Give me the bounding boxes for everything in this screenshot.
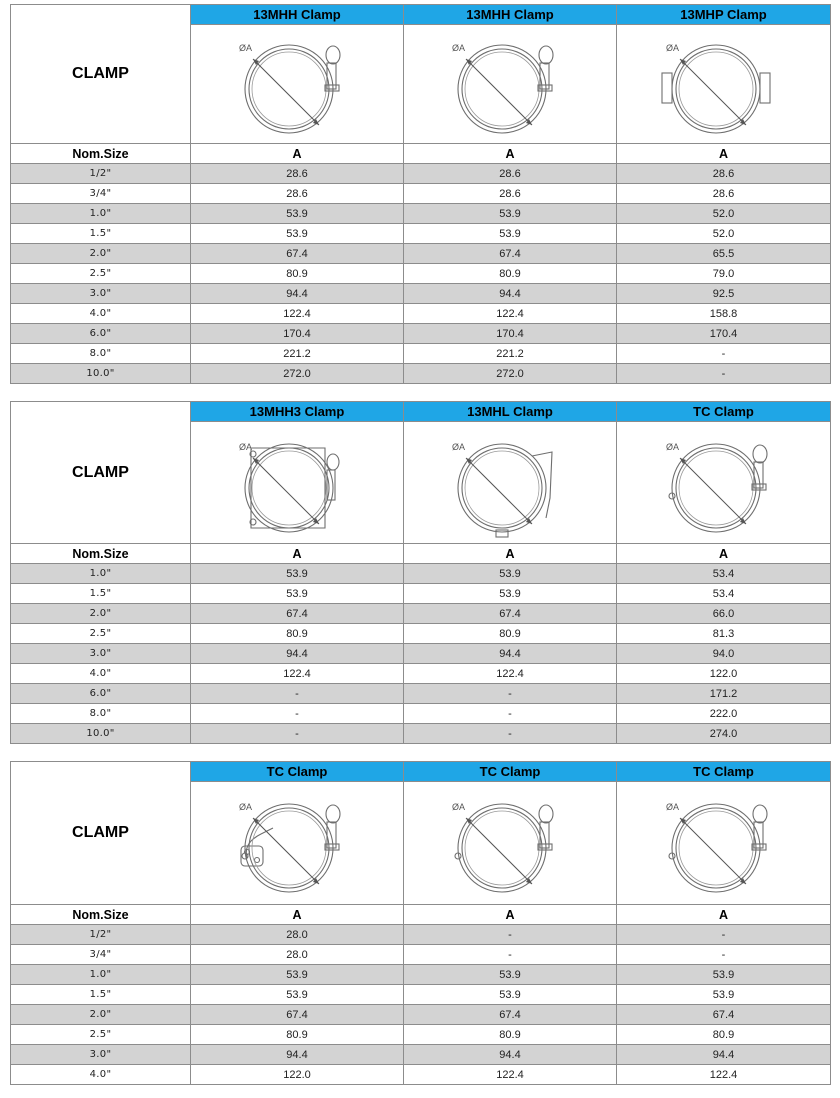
dimension-value: 122.4 [404, 304, 617, 324]
nominal-size: 2.5" [11, 264, 191, 284]
table-row [11, 684, 831, 704]
svg-text:ØA: ØA [665, 43, 679, 53]
dimension-value: 122.4 [191, 664, 404, 684]
dimension-value: 171.2 [617, 684, 831, 704]
dimension-value: - [191, 684, 404, 704]
dimension-value: 80.9 [191, 264, 404, 284]
nominal-size: 1/2" [11, 925, 191, 945]
clamp-table-3 [10, 761, 831, 1085]
model-name: 13MHL Clamp [404, 402, 617, 422]
nominal-size: 1.5" [11, 224, 191, 244]
dimension-value: 221.2 [404, 344, 617, 364]
nominal-size: 10.0" [11, 724, 191, 744]
dimension-value: 67.4 [617, 1005, 831, 1025]
table-row [11, 945, 831, 965]
dimension-value: 67.4 [191, 244, 404, 264]
model-header-row [11, 762, 831, 782]
dimension-value: 122.0 [191, 1065, 404, 1085]
dimension-value: 67.4 [191, 604, 404, 624]
clamp-13mhp-drawing-icon [617, 25, 831, 144]
table-row [11, 304, 831, 324]
nominal-size: 1.0" [11, 965, 191, 985]
size-header: Nom.Size [11, 144, 191, 164]
table-row [11, 204, 831, 224]
nominal-size: 1/2" [11, 164, 191, 184]
column-header-row [11, 544, 831, 564]
dimension-value: 94.4 [404, 284, 617, 304]
table-row [11, 604, 831, 624]
table-row [11, 244, 831, 264]
dimension-value: 67.4 [404, 244, 617, 264]
dimension-value: 53.9 [617, 965, 831, 985]
svg-text:ØA: ØA [665, 441, 679, 452]
dimension-value: 94.4 [191, 1045, 404, 1065]
value-header: A [617, 544, 831, 564]
nominal-size: 2.5" [11, 624, 191, 644]
dimension-value: - [191, 724, 404, 744]
table-row [11, 264, 831, 284]
value-header: A [191, 905, 404, 925]
dimension-value: 80.9 [404, 624, 617, 644]
clamp-tc-drawing-icon [404, 782, 617, 905]
svg-text:ØA: ØA [239, 441, 253, 452]
dimension-value: 28.6 [404, 184, 617, 204]
svg-text:ØA: ØA [239, 43, 253, 53]
clamp-label: CLAMP [11, 5, 191, 144]
table-row [11, 704, 831, 724]
nominal-size: 2.5" [11, 1025, 191, 1045]
dimension-value: - [404, 684, 617, 704]
dimension-value: 79.0 [617, 264, 831, 284]
value-header: A [404, 905, 617, 925]
nominal-size: 1.0" [11, 204, 191, 224]
svg-text:ØA: ØA [665, 802, 679, 812]
dimension-value: - [617, 925, 831, 945]
dimension-value: 53.9 [404, 584, 617, 604]
nominal-size: 6.0" [11, 324, 191, 344]
dimension-value: 94.4 [617, 1045, 831, 1065]
dimension-value: 53.9 [191, 564, 404, 584]
table-row [11, 724, 831, 744]
dimension-value: 81.3 [617, 624, 831, 644]
table-row [11, 1005, 831, 1025]
nominal-size: 2.0" [11, 604, 191, 624]
clamp-table-1 [10, 4, 831, 384]
nominal-size: 2.0" [11, 244, 191, 264]
dimension-value: 94.4 [404, 1045, 617, 1065]
model-name: TC Clamp [617, 762, 831, 782]
dimension-value: - [617, 364, 831, 384]
dimension-value: 122.4 [404, 664, 617, 684]
value-header: A [191, 144, 404, 164]
nominal-size: 3.0" [11, 644, 191, 664]
clamp-13mhh3-drawing-icon [191, 422, 404, 544]
dimension-value: 158.8 [617, 304, 831, 324]
clamp-13mhl-drawing-icon [404, 422, 617, 544]
svg-text:ØA: ØA [452, 43, 466, 53]
nominal-size: 8.0" [11, 344, 191, 364]
nominal-size: 3.0" [11, 1045, 191, 1065]
table-row [11, 164, 831, 184]
clamp-table-2 [10, 401, 831, 744]
dimension-value: - [404, 945, 617, 965]
table-row [11, 1065, 831, 1085]
dimension-value: 272.0 [404, 364, 617, 384]
dimension-value: 53.9 [191, 965, 404, 985]
table-row [11, 324, 831, 344]
dimension-value: 28.6 [404, 164, 617, 184]
value-header: A [617, 144, 831, 164]
clamp-label: CLAMP [11, 762, 191, 905]
dimension-value: 53.9 [191, 224, 404, 244]
dimension-value: 53.4 [617, 584, 831, 604]
table-row [11, 644, 831, 664]
dimension-value: 272.0 [191, 364, 404, 384]
table-row [11, 664, 831, 684]
dimension-value: 53.9 [404, 965, 617, 985]
size-header: Nom.Size [11, 544, 191, 564]
dimension-value: 122.4 [404, 1065, 617, 1085]
dimension-value: 94.4 [191, 644, 404, 664]
svg-text:ØA: ØA [452, 802, 466, 812]
dimension-value: 80.9 [404, 1025, 617, 1045]
svg-text:ØA: ØA [239, 802, 253, 812]
value-header: A [404, 144, 617, 164]
nominal-size: 4.0" [11, 304, 191, 324]
dimension-value: 53.9 [404, 985, 617, 1005]
nominal-size: 3.0" [11, 284, 191, 304]
dimension-value: 28.6 [617, 164, 831, 184]
table-row [11, 364, 831, 384]
svg-text:ØA: ØA [452, 441, 466, 452]
dimension-value: - [617, 344, 831, 364]
dimension-value: 274.0 [617, 724, 831, 744]
dimension-value: 221.2 [191, 344, 404, 364]
dimension-value: - [404, 704, 617, 724]
column-header-row [11, 144, 831, 164]
table-row [11, 284, 831, 304]
model-name: TC Clamp [191, 762, 404, 782]
dimension-value: 53.9 [404, 204, 617, 224]
model-name: 13MHP Clamp [617, 5, 831, 25]
nominal-size: 3/4" [11, 184, 191, 204]
dimension-value: 170.4 [404, 324, 617, 344]
clamp-tc-drawing-icon [191, 782, 404, 905]
table-row [11, 344, 831, 364]
table-row [11, 985, 831, 1005]
model-name: TC Clamp [404, 762, 617, 782]
dimension-value: 222.0 [617, 704, 831, 724]
model-header-row [11, 5, 831, 25]
dimension-value: 92.5 [617, 284, 831, 304]
table-row [11, 224, 831, 244]
dimension-value: 80.9 [404, 264, 617, 284]
dimension-value: 28.6 [617, 184, 831, 204]
nominal-size: 4.0" [11, 664, 191, 684]
dimension-value: 67.4 [404, 604, 617, 624]
nominal-size: 3/4" [11, 945, 191, 965]
dimension-value: 94.4 [404, 644, 617, 664]
model-name: 13MHH Clamp [404, 5, 617, 25]
dimension-value: - [404, 724, 617, 744]
nominal-size: 1.5" [11, 985, 191, 1005]
dimension-value: 65.5 [617, 244, 831, 264]
dimension-value: 94.4 [191, 284, 404, 304]
clamp-tc-drawing-icon [617, 422, 831, 544]
column-header-row [11, 905, 831, 925]
table-row [11, 564, 831, 584]
dimension-value: 28.0 [191, 945, 404, 965]
clamp-label: CLAMP [11, 402, 191, 544]
dimension-value: - [191, 704, 404, 724]
nominal-size: 1.0" [11, 564, 191, 584]
model-header-row [11, 402, 831, 422]
dimension-value: 170.4 [191, 324, 404, 344]
model-name: 13MHH Clamp [191, 5, 404, 25]
dimension-value: 53.9 [191, 584, 404, 604]
dimension-value: 53.9 [191, 985, 404, 1005]
dimension-value: 52.0 [617, 204, 831, 224]
dimension-value: 53.9 [404, 224, 617, 244]
dimension-value: 53.9 [404, 564, 617, 584]
dimension-value: 80.9 [191, 1025, 404, 1045]
table-row [11, 584, 831, 604]
dimension-value: 52.0 [617, 224, 831, 244]
table-row [11, 925, 831, 945]
dimension-value: 53.9 [617, 985, 831, 1005]
nominal-size: 8.0" [11, 704, 191, 724]
dimension-value: 122.0 [617, 664, 831, 684]
dimension-value: 80.9 [191, 624, 404, 644]
dimension-value: 28.0 [191, 925, 404, 945]
clamp-13mhh-drawing-icon [404, 25, 617, 144]
dimension-value: 80.9 [617, 1025, 831, 1045]
nominal-size: 1.5" [11, 584, 191, 604]
dimension-value: 67.4 [404, 1005, 617, 1025]
dimension-value: 28.6 [191, 184, 404, 204]
dimension-value: 67.4 [191, 1005, 404, 1025]
nominal-size: 10.0" [11, 364, 191, 384]
clamp-13mhh-drawing-icon [191, 25, 404, 144]
model-name: TC Clamp [617, 402, 831, 422]
table-row [11, 1025, 831, 1045]
table-row [11, 1045, 831, 1065]
clamp-tc-drawing-icon [617, 782, 831, 905]
size-header: Nom.Size [11, 905, 191, 925]
dimension-value: 53.9 [191, 204, 404, 224]
dimension-value: 170.4 [617, 324, 831, 344]
dimension-value: - [404, 925, 617, 945]
nominal-size: 4.0" [11, 1065, 191, 1085]
dimension-value: 122.4 [617, 1065, 831, 1085]
dimension-value: 66.0 [617, 604, 831, 624]
table-row [11, 184, 831, 204]
dimension-value: 122.4 [191, 304, 404, 324]
dimension-value: 28.6 [191, 164, 404, 184]
model-name: 13MHH3 Clamp [191, 402, 404, 422]
value-header: A [191, 544, 404, 564]
value-header: A [404, 544, 617, 564]
dimension-value: 94.0 [617, 644, 831, 664]
dimension-value: - [617, 945, 831, 965]
nominal-size: 2.0" [11, 1005, 191, 1025]
value-header: A [617, 905, 831, 925]
table-row [11, 965, 831, 985]
table-row [11, 624, 831, 644]
dimension-value: 53.4 [617, 564, 831, 584]
nominal-size: 6.0" [11, 684, 191, 704]
